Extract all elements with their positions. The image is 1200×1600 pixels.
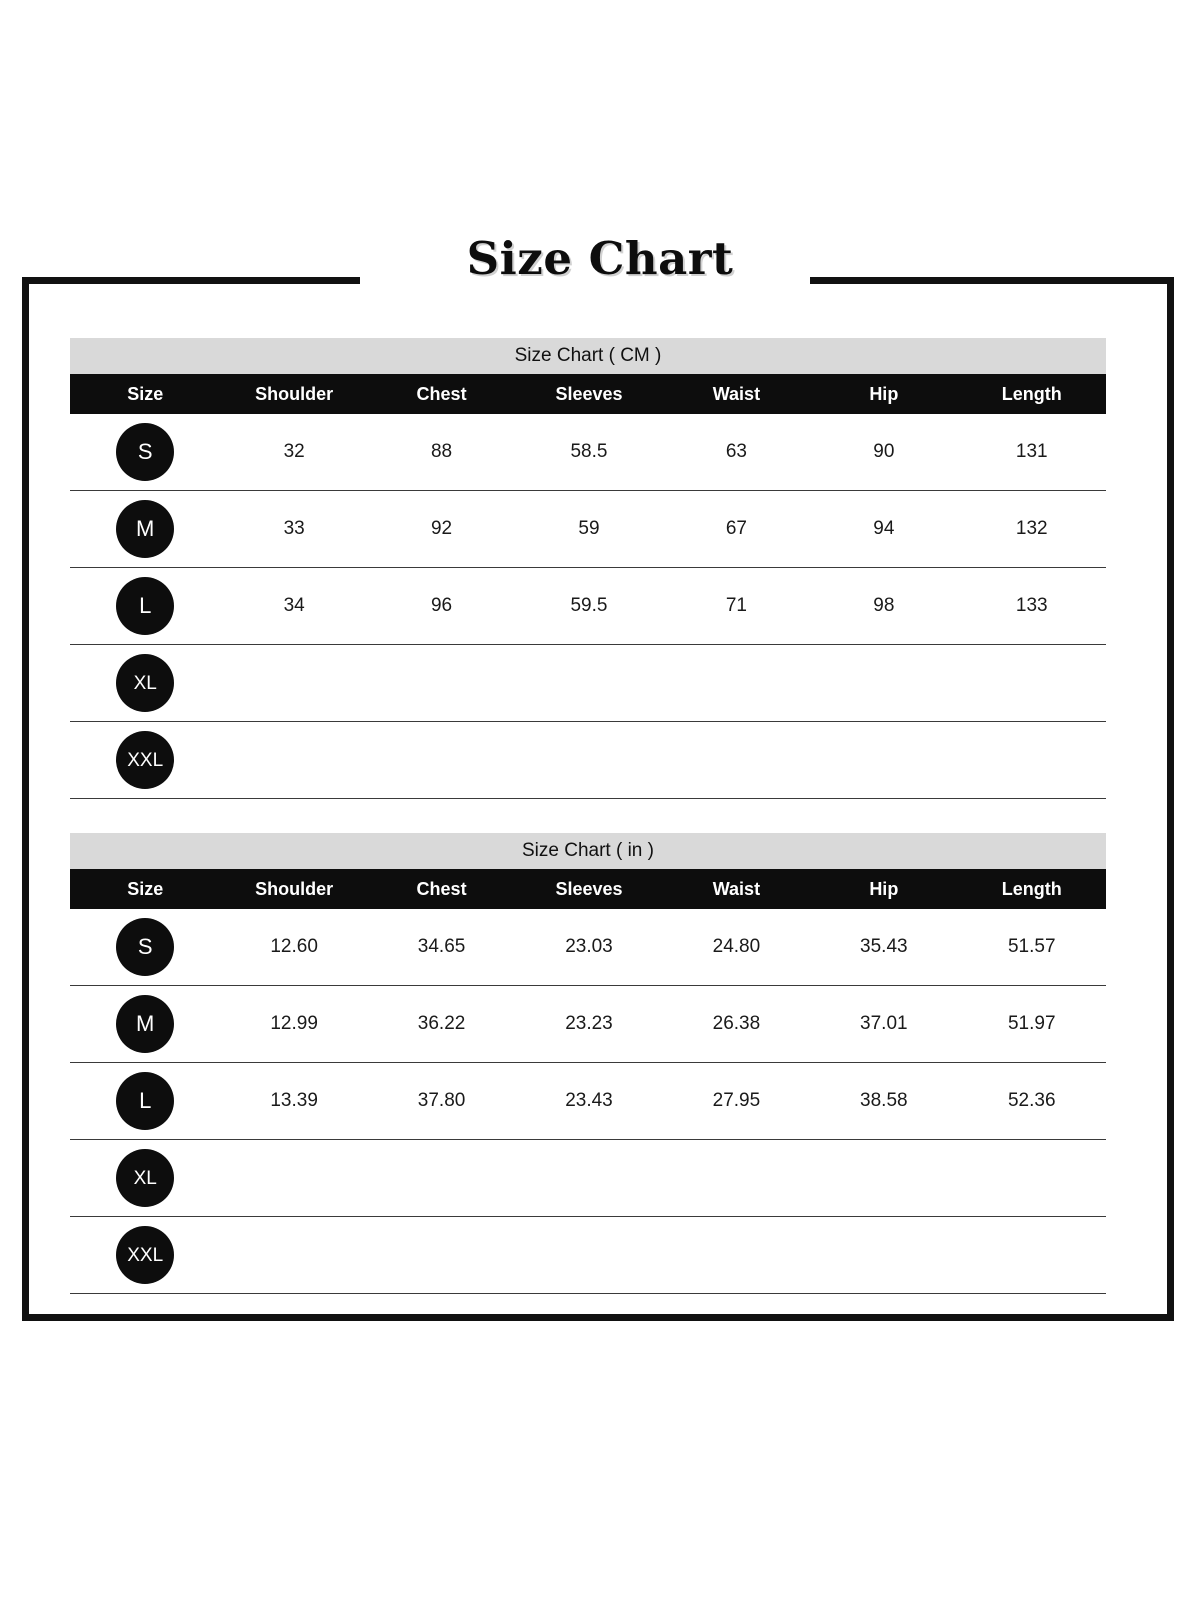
table-row: [70, 909, 1106, 986]
table-row: [70, 414, 1106, 491]
table-row: [70, 986, 1106, 1063]
cell-waist: [663, 645, 810, 722]
cell-chest: [368, 1140, 515, 1217]
size-badge-m: M: [116, 995, 174, 1053]
column-header-length-in: Length: [958, 869, 1106, 909]
cell-waist: 27.95: [663, 1063, 810, 1140]
cell-hip: [810, 1217, 957, 1294]
cell-length: [958, 722, 1106, 799]
cell-length: 133: [958, 568, 1106, 645]
cell-length: [958, 645, 1106, 722]
cell-hip: 98: [810, 568, 957, 645]
size-cell: [70, 491, 220, 568]
cell-sleeves: 59.5: [515, 568, 662, 645]
cell-shoulder: [220, 1140, 367, 1217]
cell-length: 51.57: [958, 909, 1106, 986]
size-cell: [70, 722, 220, 799]
cell-sleeves: 23.43: [515, 1063, 662, 1140]
column-header-shoulder-in: Shoulder: [220, 869, 367, 909]
size-table-cm: [70, 338, 1106, 799]
cell-hip: 38.58: [810, 1063, 957, 1140]
tables-container: [70, 338, 1106, 1294]
size-badge-l: L: [116, 577, 174, 635]
column-header-hip-in: Hip: [810, 869, 957, 909]
cell-length: [958, 1140, 1106, 1217]
size-table-in: [70, 833, 1106, 1294]
cell-chest: [368, 722, 515, 799]
cell-waist: 71: [663, 568, 810, 645]
table-row: [70, 1140, 1106, 1217]
size-cell: [70, 645, 220, 722]
cell-sleeves: [515, 1217, 662, 1294]
cell-hip: 37.01: [810, 986, 957, 1063]
cell-shoulder: 13.39: [220, 1063, 367, 1140]
table-spacer: [70, 799, 1106, 833]
cell-shoulder: [220, 722, 367, 799]
band-label-cm: Size Chart ( CM ): [70, 338, 1106, 374]
cell-length: 131: [958, 414, 1106, 491]
size-badge-s: S: [116, 918, 174, 976]
cell-hip: [810, 645, 957, 722]
size-cell: [70, 1063, 220, 1140]
size-cell: [70, 909, 220, 986]
table-row: [70, 645, 1106, 722]
size-badge-xl: XL: [116, 1149, 174, 1207]
size-badge-xxl: XXL: [116, 731, 174, 789]
column-header-size-cm: Size: [70, 374, 220, 414]
table-row: [70, 1063, 1106, 1140]
cell-chest: 96: [368, 568, 515, 645]
size-badge-xl: XL: [116, 654, 174, 712]
cell-hip: 35.43: [810, 909, 957, 986]
cell-shoulder: [220, 1217, 367, 1294]
cell-chest: 36.22: [368, 986, 515, 1063]
cell-waist: [663, 1217, 810, 1294]
band-label-in: Size Chart ( in ): [70, 833, 1106, 869]
column-header-chest-in: Chest: [368, 869, 515, 909]
column-header-shoulder-cm: Shoulder: [220, 374, 367, 414]
cell-shoulder: 12.99: [220, 986, 367, 1063]
cell-shoulder: 32: [220, 414, 367, 491]
cell-chest: 34.65: [368, 909, 515, 986]
column-header-sleeves-cm: Sleeves: [515, 374, 662, 414]
cell-waist: [663, 1140, 810, 1217]
column-header-hip-cm: Hip: [810, 374, 957, 414]
column-header-waist-cm: Waist: [663, 374, 810, 414]
table-row: [70, 568, 1106, 645]
cell-length: 132: [958, 491, 1106, 568]
cell-chest: [368, 1217, 515, 1294]
cell-waist: 63: [663, 414, 810, 491]
size-badge-xxl: XXL: [116, 1226, 174, 1284]
size-badge-l: L: [116, 1072, 174, 1130]
size-badge-m: M: [116, 500, 174, 558]
cell-waist: 26.38: [663, 986, 810, 1063]
cell-hip: 90: [810, 414, 957, 491]
cell-length: [958, 1217, 1106, 1294]
cell-shoulder: 34: [220, 568, 367, 645]
size-cell: [70, 1140, 220, 1217]
size-cell: [70, 1217, 220, 1294]
cell-shoulder: 33: [220, 491, 367, 568]
cell-waist: [663, 722, 810, 799]
cell-sleeves: [515, 722, 662, 799]
column-header-size-in: Size: [70, 869, 220, 909]
cell-hip: 94: [810, 491, 957, 568]
cell-chest: [368, 645, 515, 722]
column-header-length-cm: Length: [958, 374, 1106, 414]
cell-waist: 67: [663, 491, 810, 568]
cell-waist: 24.80: [663, 909, 810, 986]
cell-length: 52.36: [958, 1063, 1106, 1140]
table-row: [70, 722, 1106, 799]
size-cell: [70, 414, 220, 491]
size-cell: [70, 986, 220, 1063]
column-header-sleeves-in: Sleeves: [515, 869, 662, 909]
page-title: Size Chart: [466, 232, 734, 285]
cell-chest: 37.80: [368, 1063, 515, 1140]
cell-length: 51.97: [958, 986, 1106, 1063]
cell-sleeves: 23.23: [515, 986, 662, 1063]
cell-chest: 88: [368, 414, 515, 491]
table-row: [70, 1217, 1106, 1294]
cell-shoulder: [220, 645, 367, 722]
size-cell: [70, 568, 220, 645]
cell-sleeves: 58.5: [515, 414, 662, 491]
cell-hip: [810, 722, 957, 799]
cell-sleeves: 59: [515, 491, 662, 568]
cell-sleeves: [515, 645, 662, 722]
size-badge-s: S: [116, 423, 174, 481]
cell-hip: [810, 1140, 957, 1217]
column-header-chest-cm: Chest: [368, 374, 515, 414]
column-header-waist-in: Waist: [663, 869, 810, 909]
cell-shoulder: 12.60: [220, 909, 367, 986]
cell-sleeves: [515, 1140, 662, 1217]
table-row: [70, 491, 1106, 568]
cell-chest: 92: [368, 491, 515, 568]
cell-sleeves: 23.03: [515, 909, 662, 986]
